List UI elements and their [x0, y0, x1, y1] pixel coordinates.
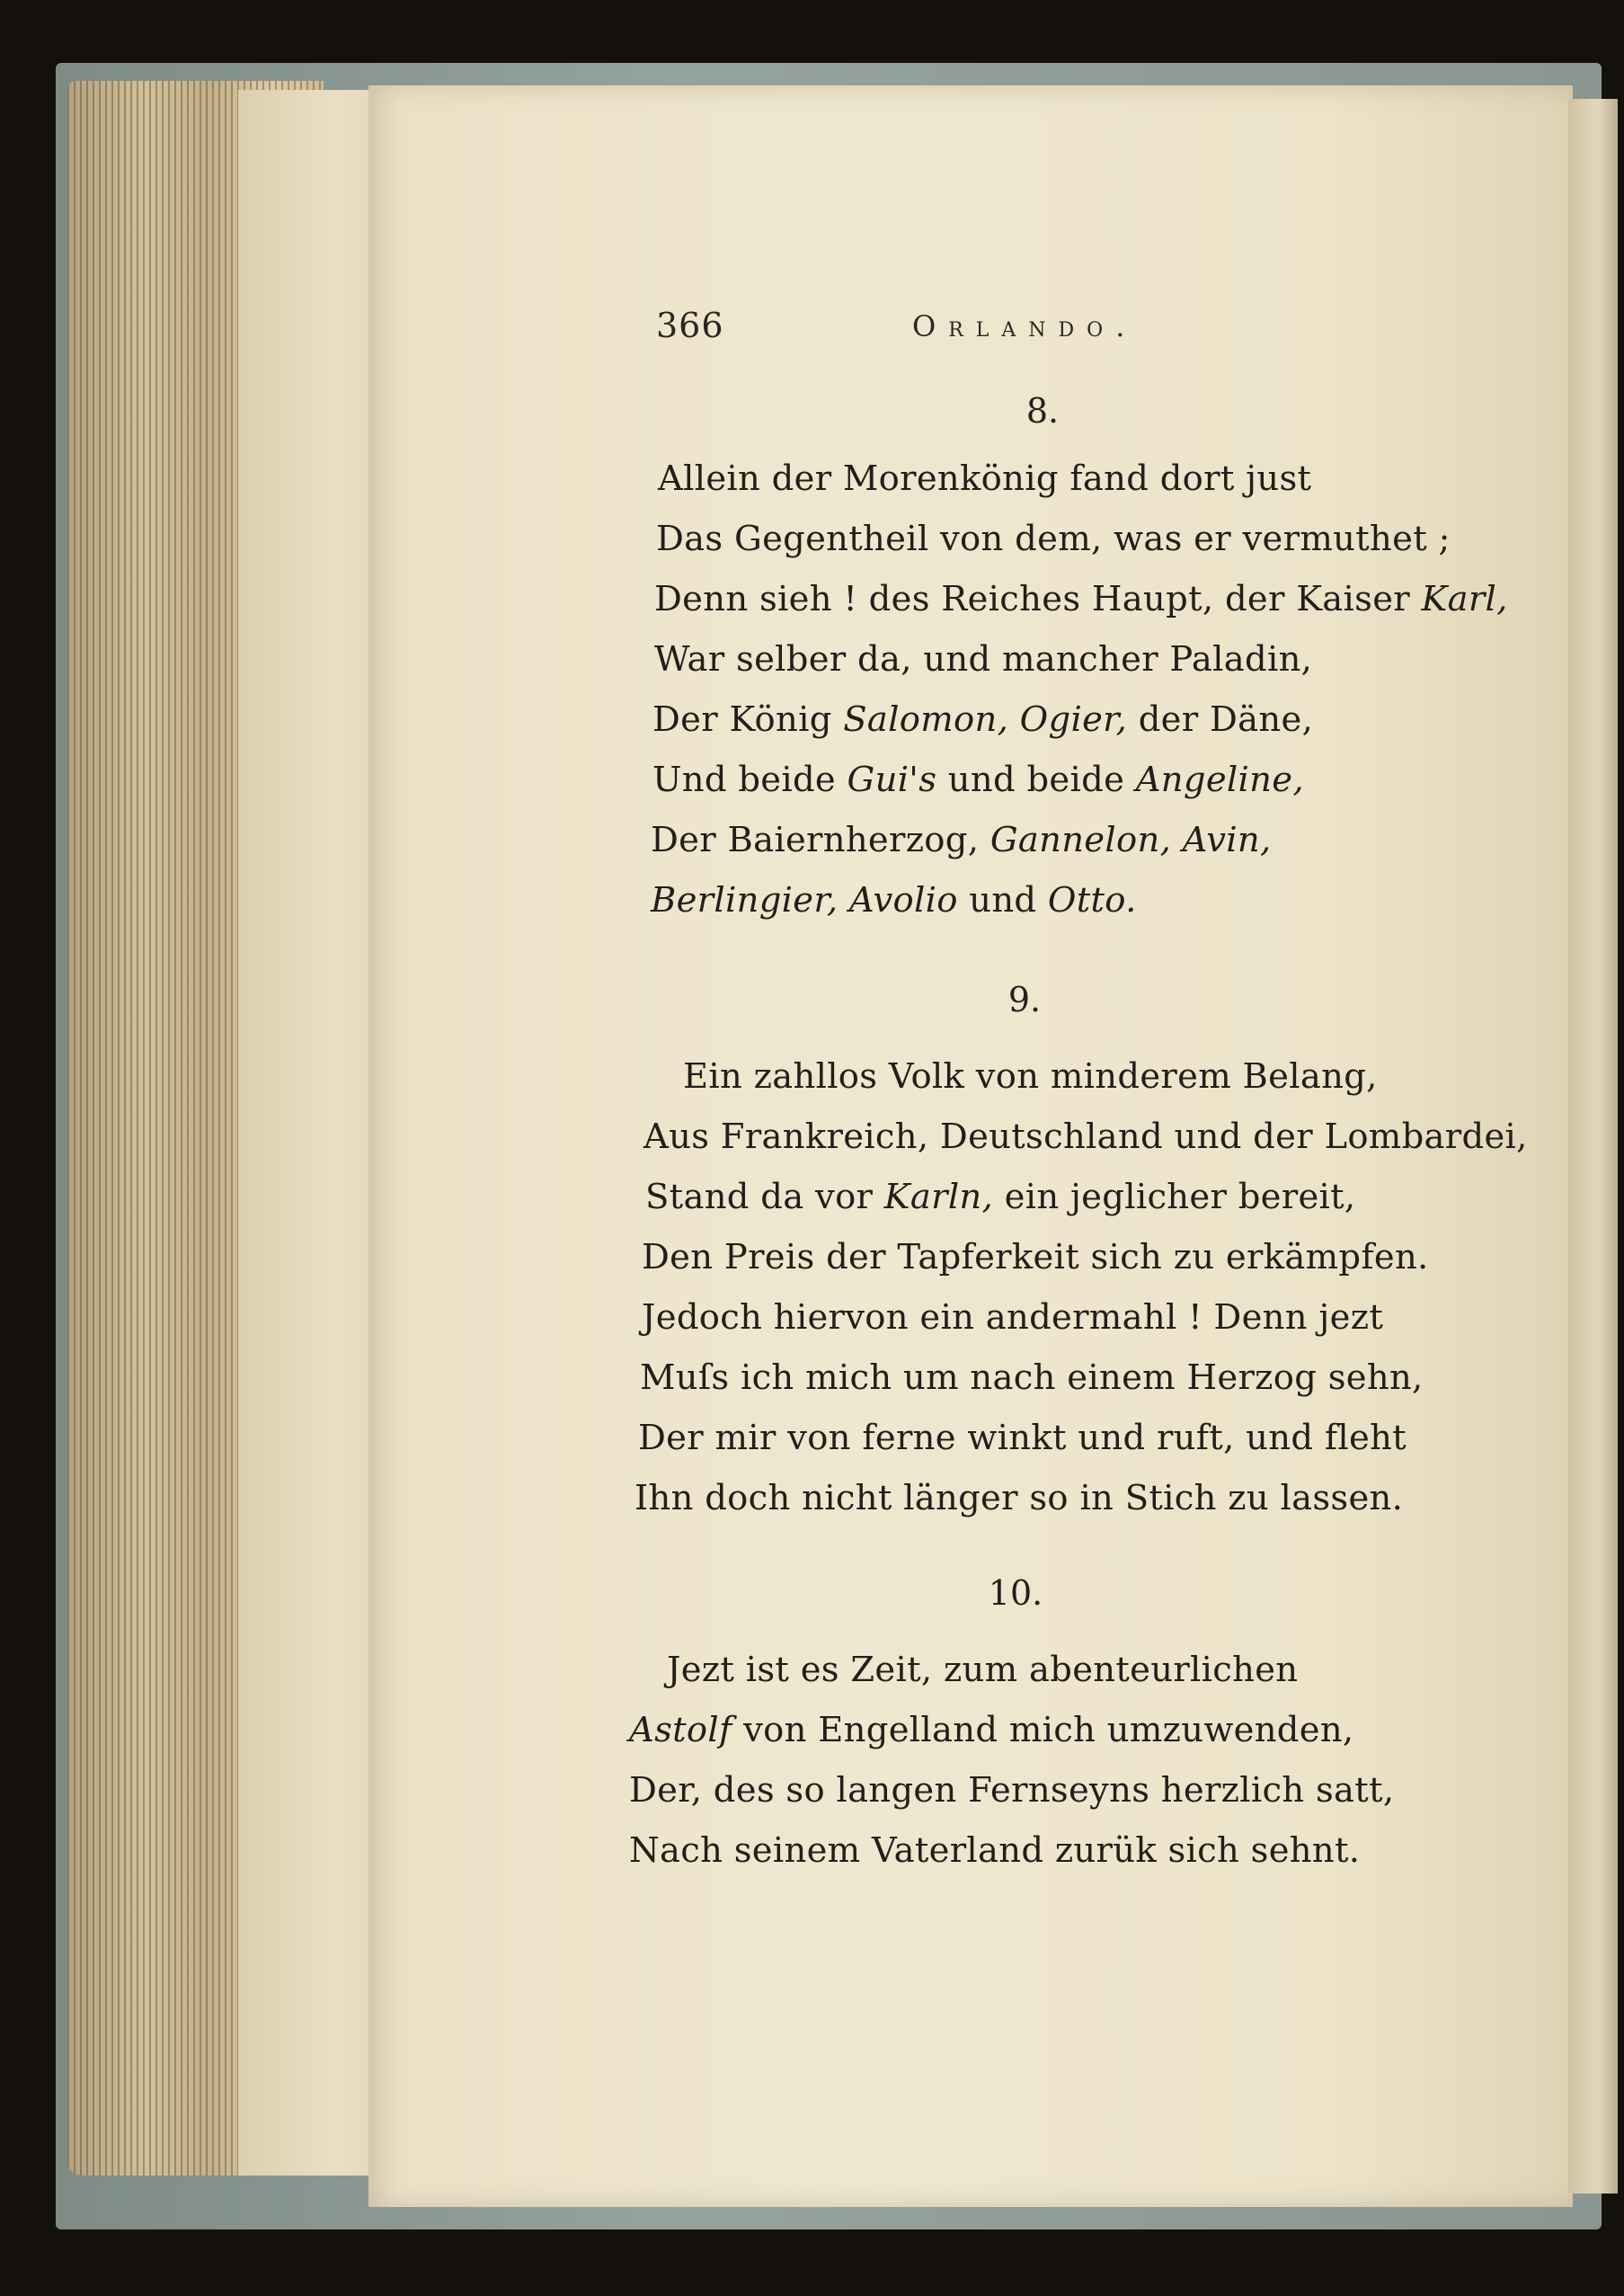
italic-name: Salomon, Ogier,: [843, 699, 1128, 740]
italic-name: Astolf: [629, 1710, 732, 1750]
page-number: 366: [656, 306, 724, 345]
verse-line: [629, 1770, 1394, 1811]
verse-line: [629, 1830, 1360, 1871]
italic-name: Karln,: [883, 1177, 994, 1217]
verse-line: [643, 1117, 1528, 1157]
verse-line: [635, 1478, 1403, 1518]
verse-line: [640, 1357, 1424, 1398]
verse-text: Der, des so langen Fernseyns herzlich satt,: [629, 1770, 1395, 1811]
verse-line: [629, 1710, 1353, 1750]
verse-text: Den Preis der Tapferkeit sich zu erkämpfen.: [642, 1237, 1429, 1277]
verse-text: Der mir von ferne winkt und ruft, und fleht: [638, 1418, 1407, 1458]
verse-line: [651, 880, 1137, 921]
verse-line: [654, 639, 1312, 680]
stanza-number: 8.: [1025, 391, 1060, 431]
verse-text: Ihn doch nicht länger so in Stich zu lassen.: [635, 1478, 1404, 1518]
verse-text: und: [957, 880, 1048, 921]
verse-text: War selber da, und mancher Paladin,: [654, 639, 1313, 680]
verse-text: der Däne,: [1127, 699, 1314, 740]
verse-text: Der Baiernherzog,: [651, 820, 990, 860]
verse-line: [658, 458, 1311, 499]
verse-line: [667, 1650, 1298, 1690]
italic-name: Otto.: [1047, 880, 1137, 921]
verse-line: [642, 1297, 1383, 1338]
stanza-number: 10.: [988, 1573, 1043, 1613]
verse-text: von Engelland mich umzuwenden,: [732, 1710, 1354, 1750]
verse-text: und beide: [936, 760, 1136, 800]
facing-page-edge: [1568, 99, 1618, 2194]
verse-line: [645, 1177, 1355, 1217]
verse-text: Ein zahllos Volk von minderem Belang,: [683, 1056, 1378, 1097]
verse-line: [654, 579, 1508, 619]
verse-text: Aus Frankreich, Deutschland und der Lombardei,: [643, 1117, 1528, 1157]
verse-text: Das Gegentheil von dem, was er vermuthet ;: [656, 519, 1451, 559]
verse-text: Jezt ist es Zeit, zum abenteurlichen: [667, 1650, 1299, 1690]
verse-text: Und beide: [652, 760, 847, 800]
verse-text: Nach seinem Vaterland zurük sich sehnt.: [629, 1830, 1361, 1871]
running-title: Orlando.: [912, 309, 1138, 343]
italic-name: Berlingier, Avolio: [651, 880, 958, 921]
verse-text: Jedoch hiervon ein andermahl ! Denn jezt: [642, 1297, 1384, 1338]
verse-line: [651, 820, 1272, 860]
verse-text: Muſs ich mich um nach einem Herzog sehn,: [640, 1357, 1424, 1398]
running-head: [656, 306, 1393, 360]
verse-line: [638, 1418, 1407, 1458]
italic-name: Angeline,: [1135, 760, 1304, 800]
italic-name: Karl,: [1421, 579, 1508, 619]
verse-line: [652, 760, 1304, 800]
verse-line: [642, 1237, 1429, 1277]
stanza-number: 9.: [1007, 980, 1042, 1019]
verse-line: [652, 699, 1313, 740]
verse-text: ein jeglicher bereit,: [993, 1177, 1356, 1217]
italic-name: Gannelon, Avin,: [989, 820, 1272, 860]
verse-text: Allein der Morenkönig fand dort just: [658, 458, 1312, 499]
italic-name: Gui's: [847, 760, 937, 800]
verse-text: Der König: [652, 699, 844, 740]
verse-line: [683, 1056, 1378, 1097]
verse-line: [656, 519, 1451, 559]
verse-text: Denn sieh ! des Reiches Haupt, der Kaiser: [654, 579, 1422, 619]
verse-text: Stand da vor: [645, 1177, 884, 1217]
